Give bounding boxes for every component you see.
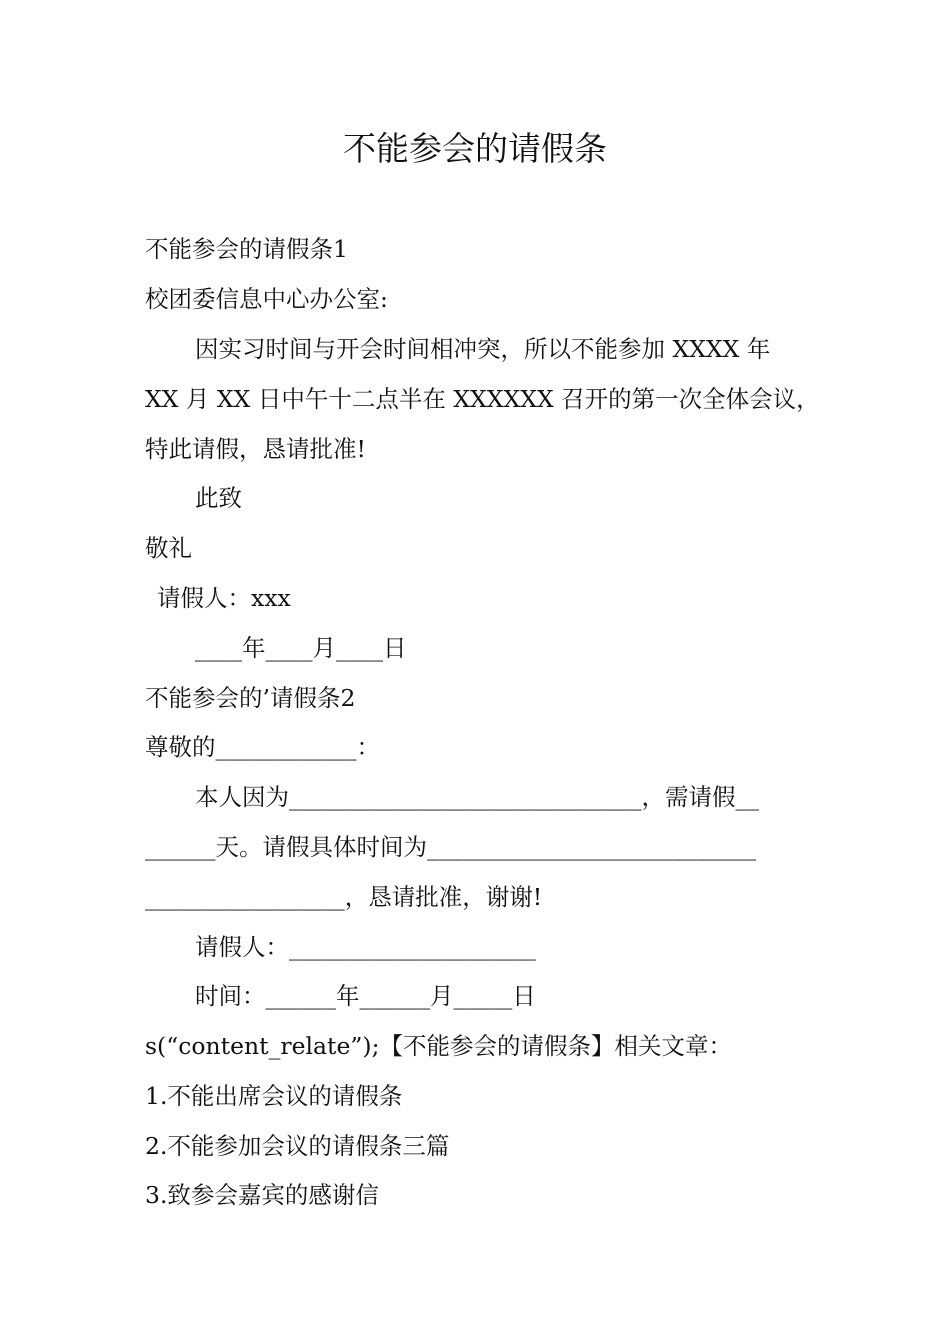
letter1-recipient: 校团委信息中心办公室: — [145, 285, 388, 313]
letter2-body-line: _________________，恳请批准，谢谢! — [145, 883, 543, 911]
letter2-signer: 请假人：_____________________ — [195, 933, 536, 961]
related-article-link[interactable]: 1.不能出席会议的请假条 — [145, 1082, 403, 1110]
related-article-link[interactable]: 3.致参会嘉宾的感谢信 — [145, 1181, 379, 1209]
letter2-heading: 不能参会的’请假条2 — [145, 684, 356, 712]
related-article-link[interactable]: 2.不能参加会议的请假条三篇 — [145, 1132, 450, 1160]
letter1-date: ____年____月____日 — [195, 634, 407, 662]
document-title: 不能参会的请假条 — [343, 129, 607, 168]
letter2-body-line: 本人因为______________________________，需请假__ — [195, 783, 759, 811]
letter2-recipient: 尊敬的____________： — [145, 733, 380, 761]
letter2-date: 时间：______年______月_____日 — [195, 982, 536, 1010]
letter1-body-line: 因实习时间与开会时间相冲突，所以不能参加 XXXX 年 — [195, 335, 771, 363]
letter2-body-line: ______天。请假具体时间为____________________________ — [145, 833, 756, 861]
letter1-closing: 此致 — [195, 484, 242, 512]
letter1-salutation: 敬礼 — [145, 534, 192, 562]
letter1-body-line: 特此请假，恳请批准! — [145, 435, 366, 463]
related-articles-heading: s(“content_relate”);【不能参会的请假条】相关文章： — [145, 1032, 732, 1060]
letter1-body-line: XX 月 XX 日中午十二点半在 XXXXXX 召开的第一次全体会议， — [145, 385, 820, 413]
letter1-heading: 不能参会的请假条1 — [145, 235, 348, 263]
letter1-signer: 请假人：xxx — [157, 584, 291, 612]
